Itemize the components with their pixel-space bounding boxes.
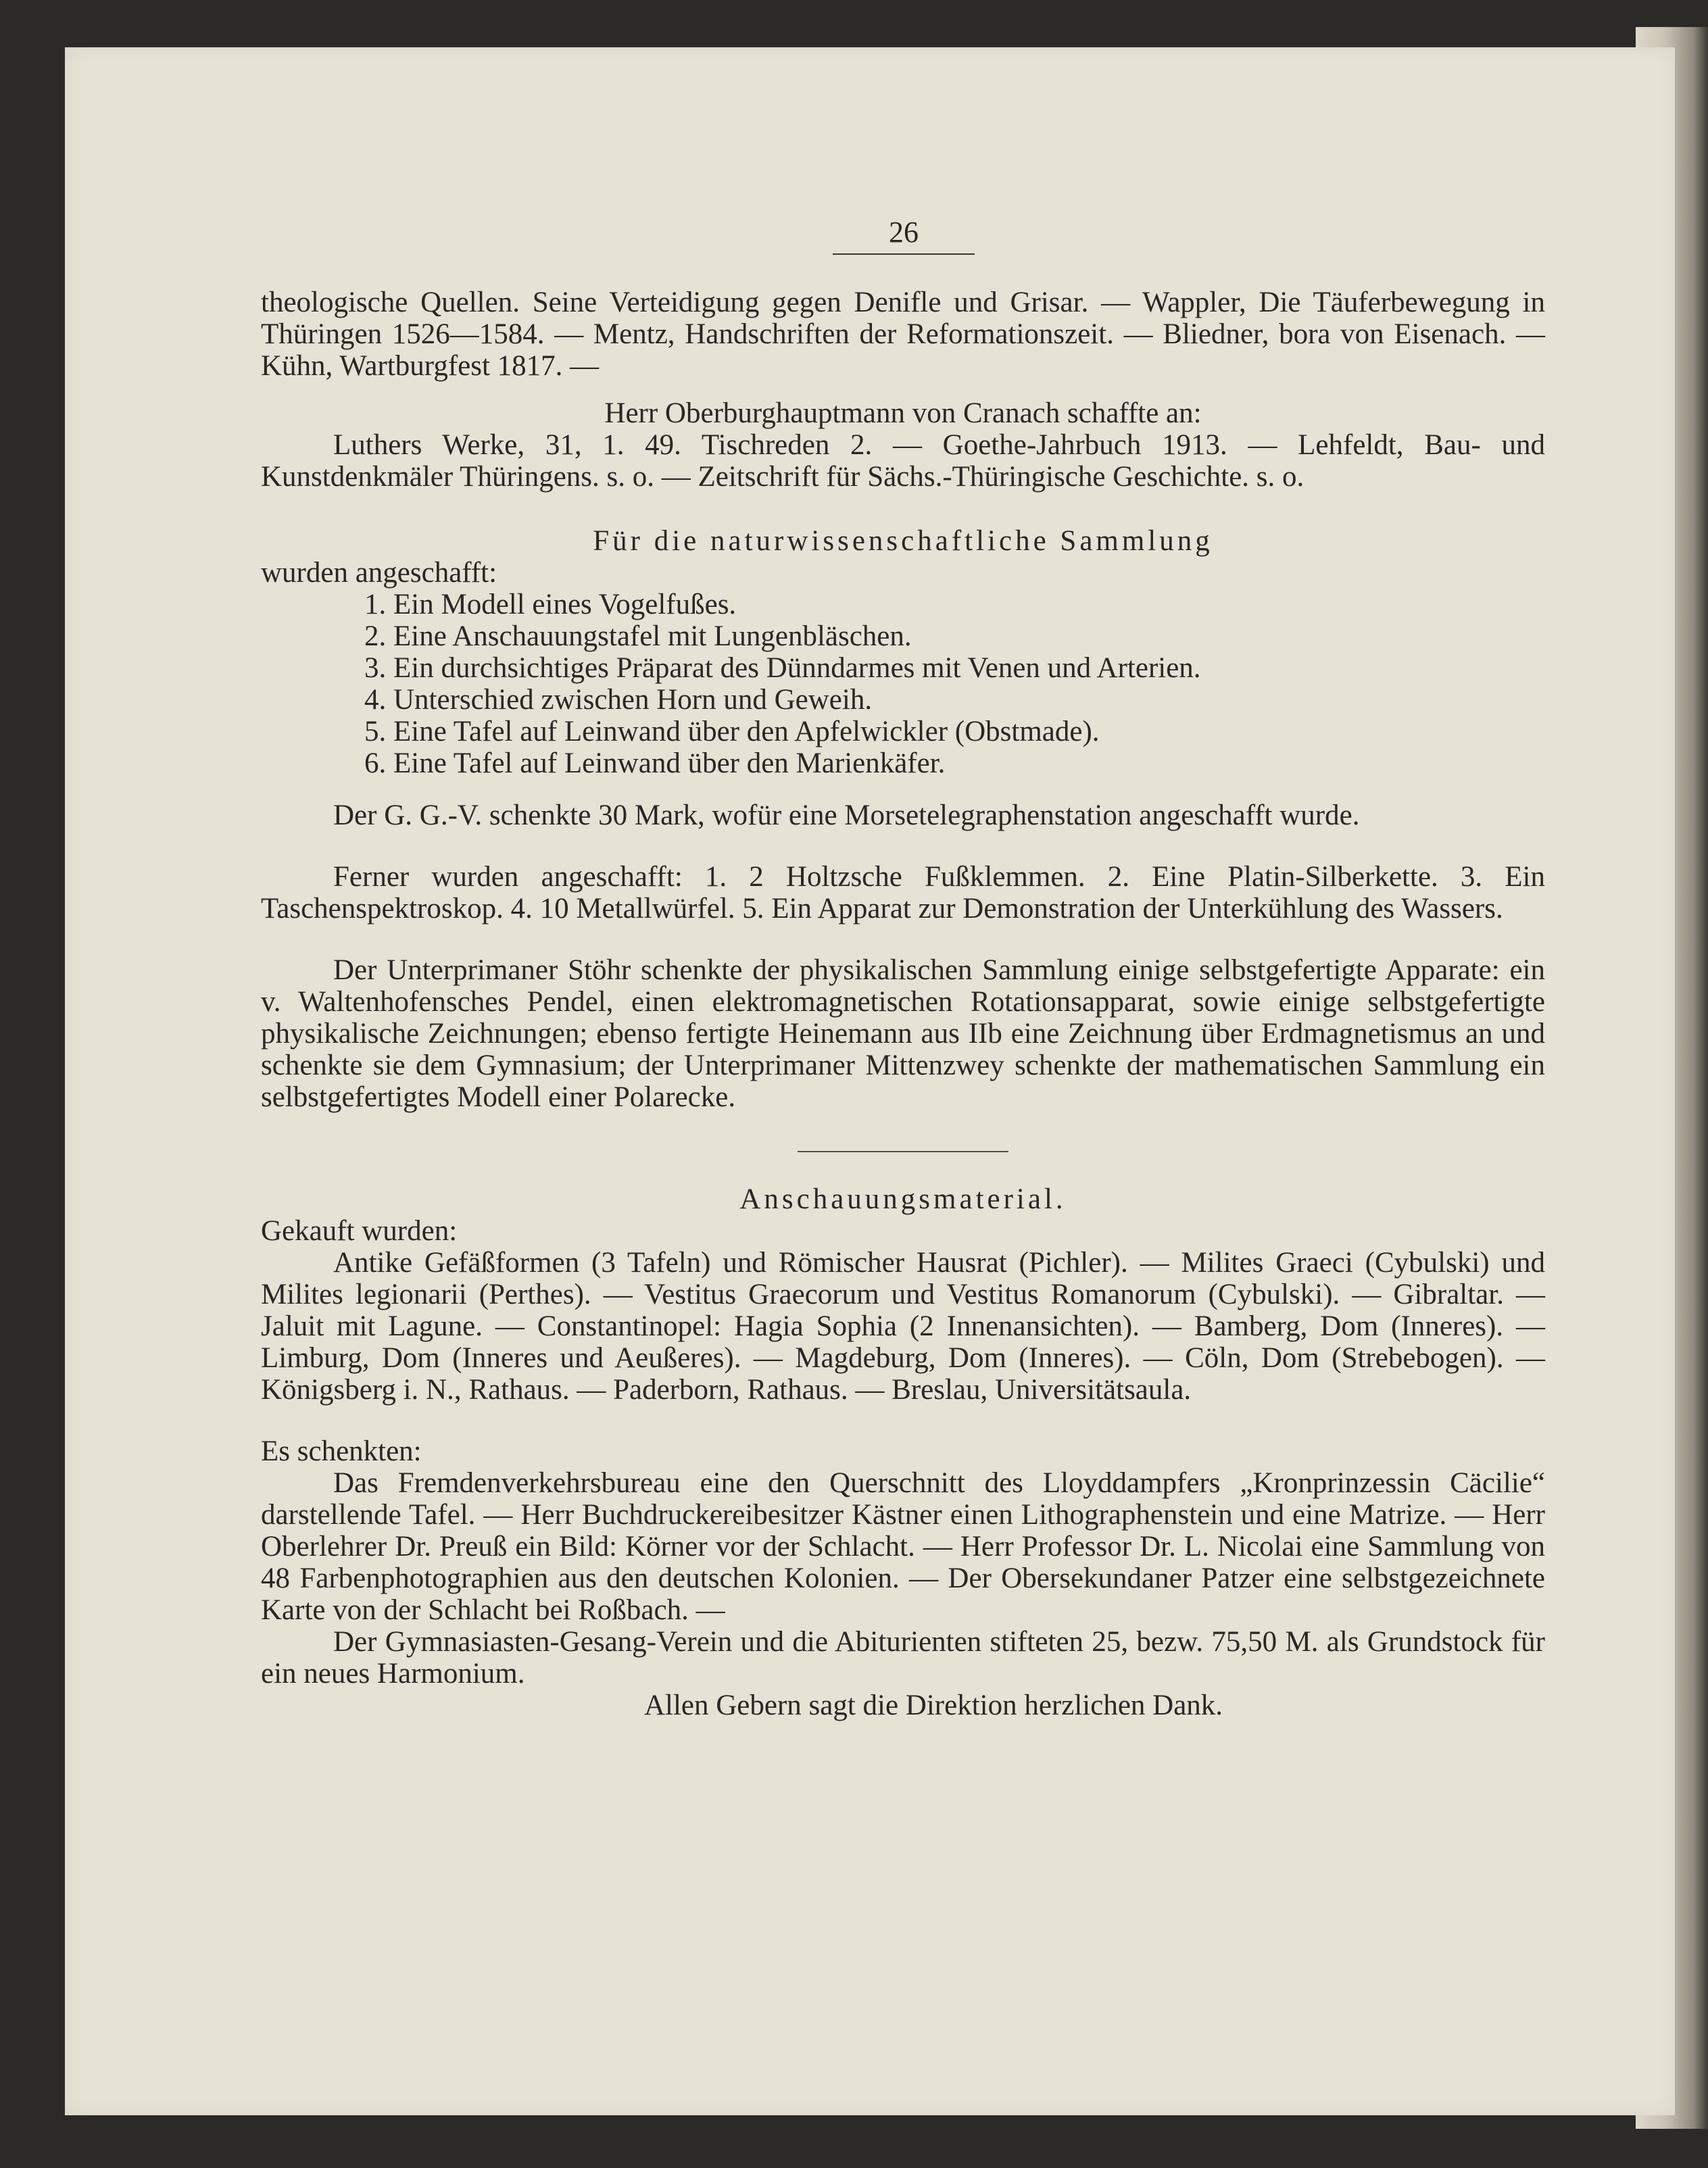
list-item: 1. Ein Modell eines Vogelfußes. <box>364 589 737 620</box>
gifts-paragraph: Das Fremdenverkehrsbureau eine den Querschnitt des Lloyddampfers „Kronprinzessin Cäcilie“ darstellende Tafel. — Herr Buchdruckereibesitzer Kästner einen Lithographenstein und eine Matrize. — Herr Oberlehrer Dr. Preuß ein Bild: Körner vor der Schlacht. — Herr Professor Dr. L. Nicolai eine Sammlung von 48 Farbenphotographien aus den deutschen Kolonien. — Der Obersekundaner Patzer eine selbstgezeichnete Karte von der Schlacht bei Roßbach. — <box>261 1467 1545 1626</box>
bought-paragraph: Antike Gefäßformen (3 Tafeln) und Römischer Hausrat (Pichler). — Milites Graeci (Cybulski) und Milites legionarii (Perthes). — Vestitus Graecorum und Vestitus Romanorum (Cybulski). — Gibraltar. — Jaluit mit Lagune. — Constantinopel: Hagia Sophia (2 Innenansichten). — Bamberg, Dom (Inneres). — Limburg, Dom (Inneres und Aeußeres). — Magdeburg, Dom (Inneres). — Cöln, Dom (Strebebogen). — Königsberg i. N., Rathaus. — Paderborn, Rathaus. — Breslau, Universitätsaula. <box>261 1247 1545 1406</box>
page-body <box>261 203 1545 1721</box>
cranach-heading: Herr Oberburghauptmann von Cranach schaffte an: <box>604 397 1202 429</box>
list-item: 6. Eine Tafel auf Leinwand über den Marienkäfer. <box>364 747 946 779</box>
list-item: 4. Unterschied zwischen Horn und Geweih. <box>364 684 873 716</box>
thanks-line: Allen Gebern sagt die Direktion herzlichen Dank. <box>643 1690 1223 1721</box>
page-number: 26 <box>889 216 919 249</box>
natural-collection-intro: wurden angeschafft: <box>261 557 497 589</box>
list-item: 5. Eine Tafel auf Leinwand über den Apfelwickler (Obstmade). <box>364 716 1100 747</box>
section-divider <box>798 1151 1008 1152</box>
list-item: 3. Ein durchsichtiges Präparat des Dünndarmes mit Venen und Arterien. <box>364 652 1201 684</box>
gifts-label: Es schenkten: <box>261 1435 422 1467</box>
further-purchases-paragraph: Ferner wurden angeschafft: 1. 2 Holtzsche Fußklemmen. 2. Eine Platin-Silberkette. 3. Ein Taschenspektroskop. 4. 10 Metallwürfel. 5. Ein Apparat zur Demonstration der Unterkühlung des Wassers. <box>261 861 1545 925</box>
ggv-donation-paragraph: Der G. G.-V. schenkte 30 Mark, wofür eine Morsetelegraphenstation angeschafft wurde. <box>333 799 1360 831</box>
gifts-paragraph-2: Der Gymnasiasten-Gesang-Verein und die Abiturienten stifteten 25, bezw. 75,50 M. als Grundstock für ein neues Harmonium. <box>261 1626 1545 1690</box>
natural-collection-heading: Für die naturwissenschaftliche Sammlung <box>593 525 1213 557</box>
stoehr-donation-paragraph: Der Unterprimaner Stöhr schenkte der physikalischen Sammlung einige selbstgefertigte Apparate: ein v. Waltenhofensches Pendel, einen elektromagnetischen Rotationsapparat, sowie einige selbstgefertigte physikalische Zeichnungen; ebenso fertigte Heinemann aus IIb eine Zeichnung über Erdmagnetismus an und schenkte sie dem Gymnasium; der Unterprimaner Mittenzwey schenkte der mathematischen Sammlung ein selbstgefertigtes Modell einer Polarecke. <box>261 954 1545 1113</box>
cranach-paragraph: Luthers Werke, 31, 1. 49. Tischreden 2. — Goethe-Jahrbuch 1913. — Lehfeldt, Bau- und Kunstdenkmäler Thüringens. s. o. — Zeitschrift für Sächs.-Thüringische Geschichte. s. o. <box>261 429 1545 493</box>
list-item: 2. Eine Anschauungstafel mit Lungenbläschen. <box>364 620 912 652</box>
natural-collection-list <box>261 589 1545 779</box>
visual-material-heading: Anschauungsmaterial. <box>739 1183 1067 1215</box>
library-continuation-paragraph: theologische Quellen. Seine Verteidigung gegen Denifle und Grisar. — Wappler, Die Täuferbewegung in Thüringen 1526—1584. — Mentz, Handschriften der Reformationszeit. — Bliedner, bora von Eisenach. — Kühn, Wartburgfest 1817. — <box>261 287 1545 382</box>
bought-label: Gekauft wurden: <box>261 1215 458 1247</box>
